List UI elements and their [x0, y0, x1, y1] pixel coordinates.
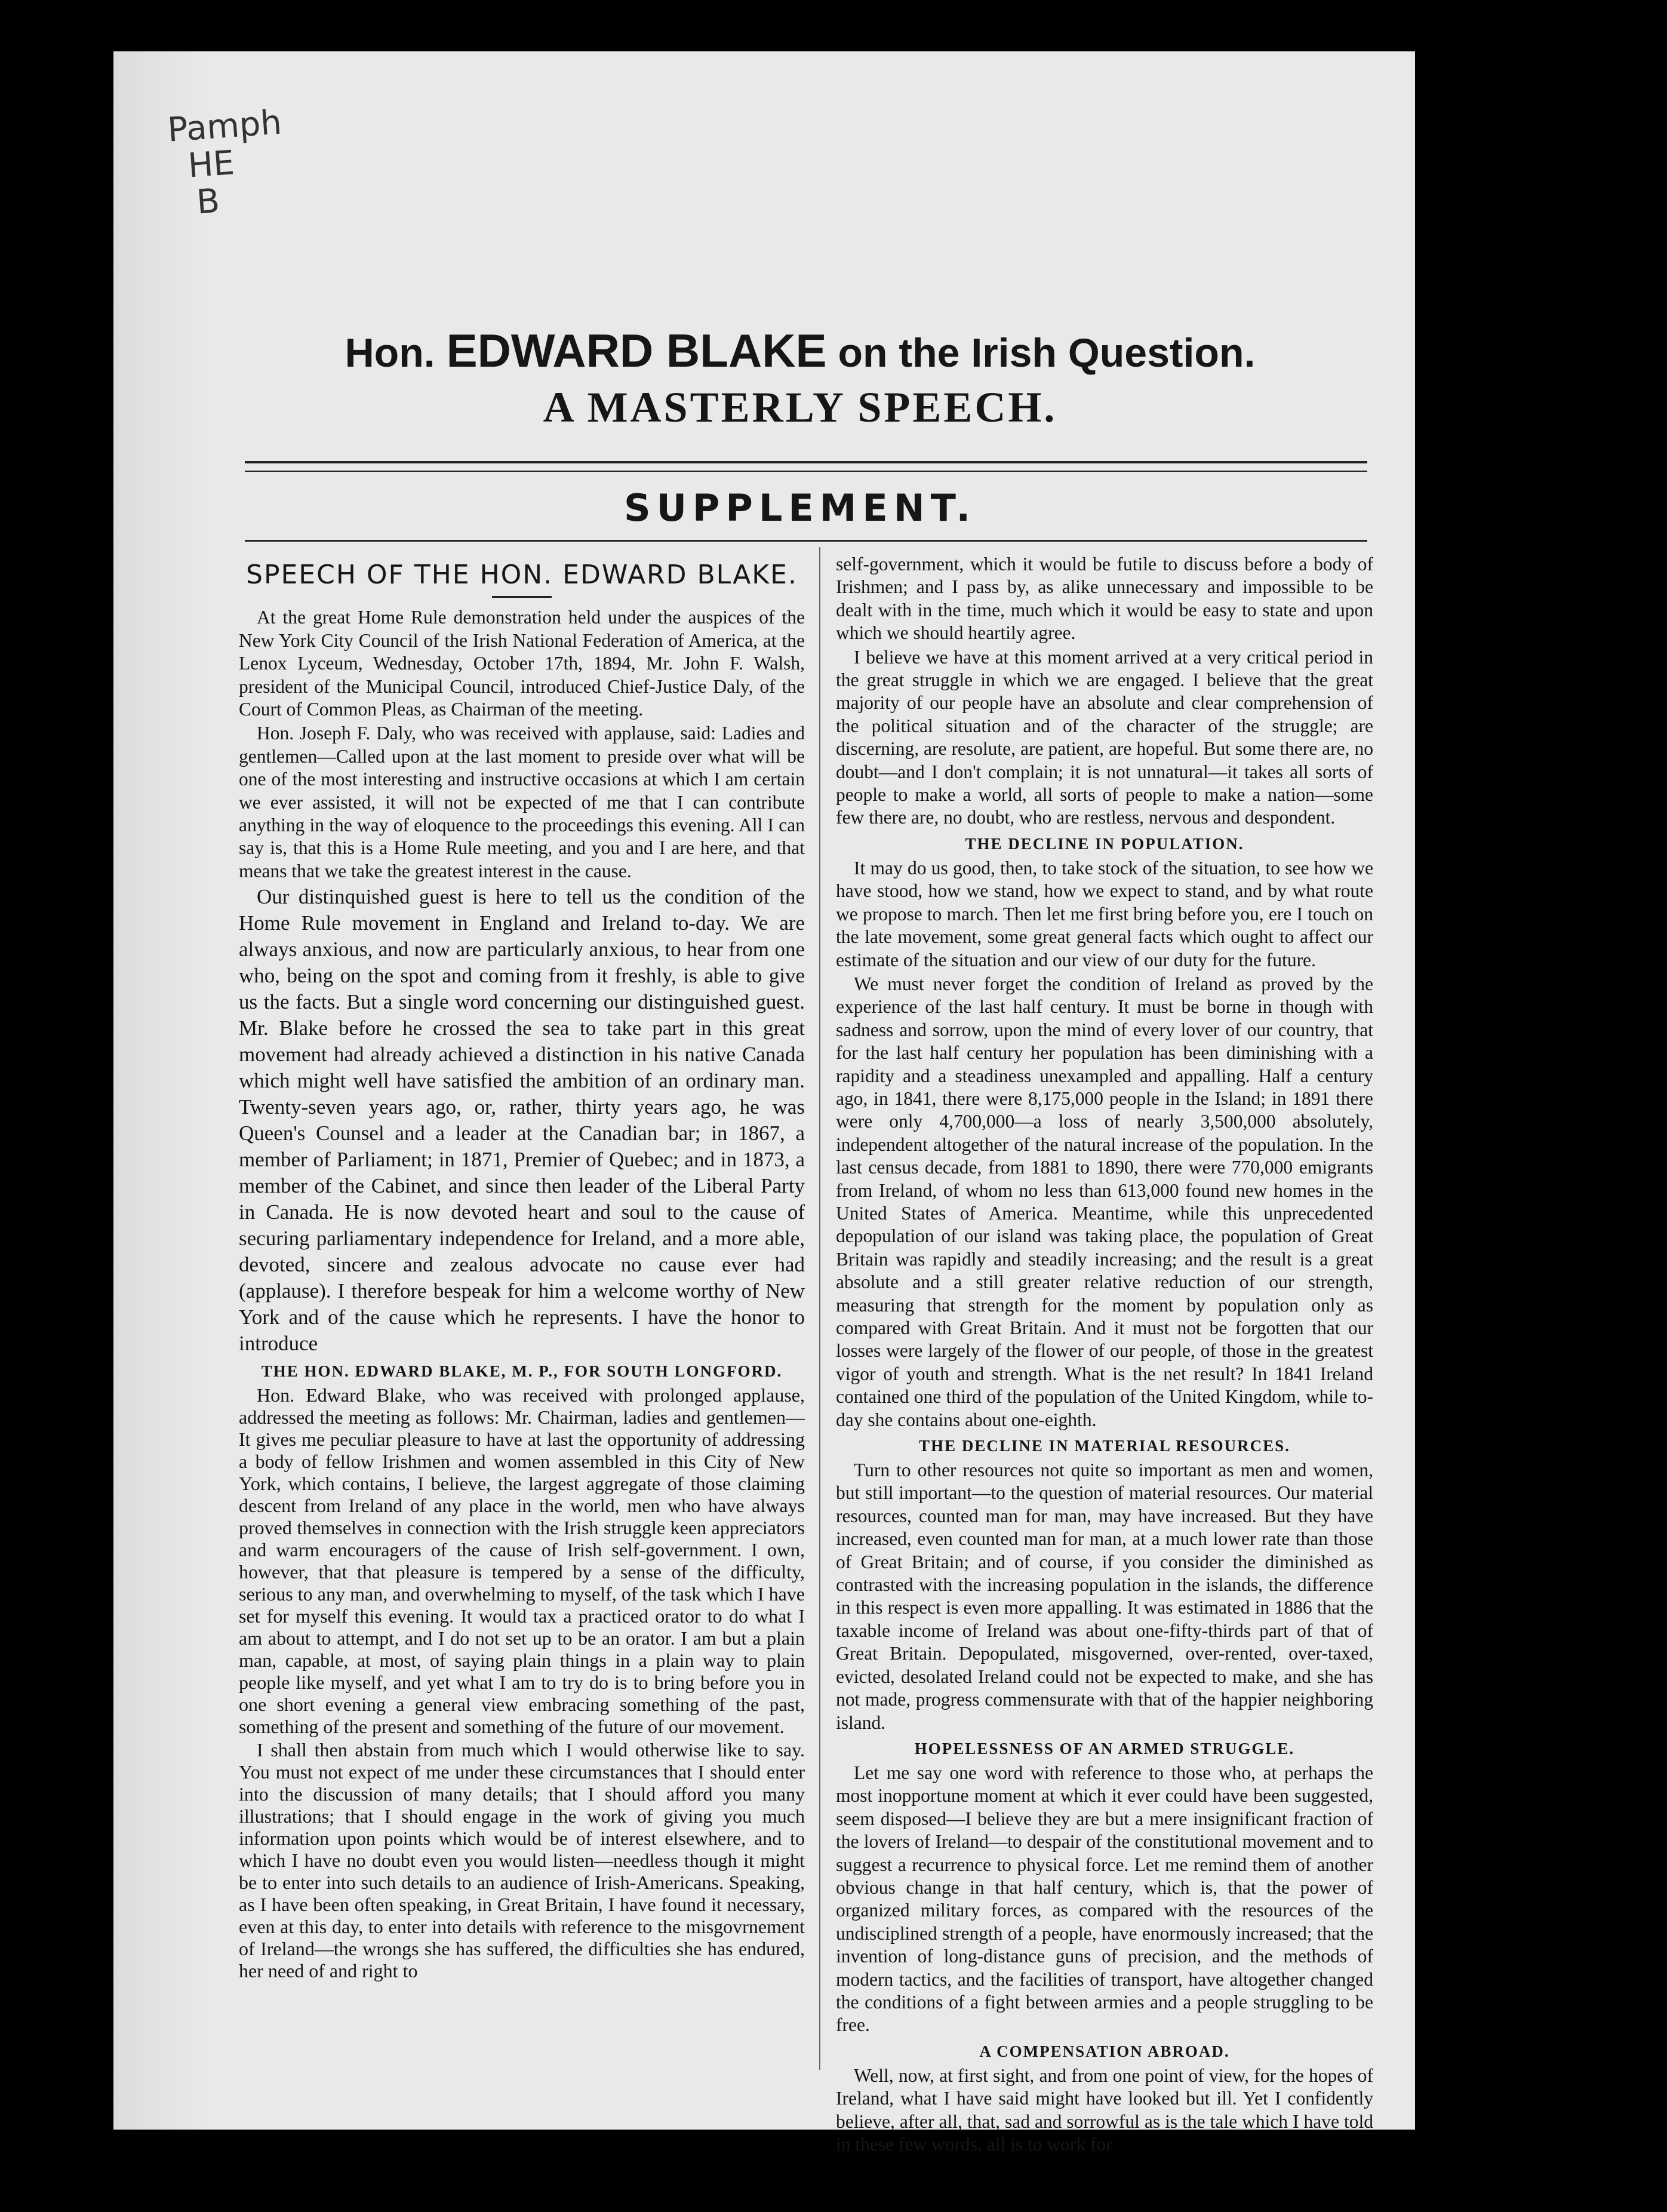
call-number-line: Pamph: [166, 103, 283, 150]
body-paragraph: I believe we have at this moment arrived at a very critical period in the great struggle in which we are engaged. I believe that the great majority of our people have an absolute and clear comprehension of the political situation and of the character of the struggle; are discerning, are resolute, are patient, are hopeful. But some there are, no doubt—and I don't complain; it is not unnatural—it takes all sorts of people to make a world, all sorts of people to make a nation—some few there are, no doubt, who are restless, nervous and despondent.: [836, 646, 1373, 828]
body-paragraph: self-government, which it would be futile to discuss before a body of Irishmen; and I pass by, as alike unnecessary and impossible to be dealt with in the time, much which it would be easy to state and upon which we should heartily agree.: [836, 554, 1373, 644]
section-heading: THE DECLINE IN POPULATION.: [965, 834, 1244, 853]
body-paragraph: Well, now, at first sight, and from one point of view, for the hopes of Ireland, what I have said might have looked but ill. Yet I confidently believe, after all, that, sad and sorrowful as is the tale which I have told in these few words, all is to work for: [836, 2064, 1373, 2155]
masthead: [239, 326, 1361, 432]
intro-paragraph: At the great Home Rule demonstration held under the auspices of the New York City Council of the Irish National Federation of America, at the Lenox Lyceum, Wednesday, October 17th, 1894, Mr. John F. Walsh, president of the Municipal Council, introduced Chief-Justice Daly, of the Court of Common Pleas, as Chairman of the meeting.: [239, 607, 805, 720]
blake-paragraph: I shall then abstain from much which I would otherwise like to say. You must not expect of me under these circumstances that I should enter into the discussion of many details; that I should afford you many illustrations; that I should engage in the work of giving you much information upon points which would be of interest elsewhere, and to which I have no doubt even you would listen—needless though it might be to enter into such details to an audience of Irish-Americans. Speaking, as I have been often speaking, in Great Britain, I have found it necessary, even at this day, to enter into details with reference to the misgovrnement of Ireland—the wrongs she has suffered, the difficulties she has endured, her need of and right to: [239, 1739, 805, 1982]
page-subtitle: A MASTERLY SPEECH.: [543, 383, 1057, 431]
title-prefix: Hon.: [345, 330, 435, 376]
left-column: [239, 553, 805, 1983]
section-heading: THE HON. EDWARD BLAKE, M. P., FOR SOUTH LONGFORD.: [261, 1362, 783, 1381]
section-heading: A COMPENSATION ABROAD.: [979, 2042, 1230, 2060]
section-heading: THE DECLINE IN MATERIAL RESOURCES.: [919, 1437, 1290, 1455]
body-paragraph: We must never forget the condition of Ireland as proved by the experience of the last half century. It must be borne in though with sadness and sorrow, upon the mind of every lover of our country, that for the last half century her population has been diminishing with a rapidity and a steadiness unexampled and appalling. Half a century ago, in 1841, there were 8,175,000 people in the Island; in 1891 there were only 4,700,000—a loss of nearly 3,500,000 absolutely, independent altogether of the natural increase of the population. In the last census decade, from 1881 to 1890, there were 770,000 emigrants from Ireland, of whom no less than 613,000 found new homes in the United States of America. Meantime, while this unprecedented depopulation of our island was taking place, the population of Great Britain was rapidly and steadily increasing; and the result is a great absolute and a still greater relative reduction of our strength, measuring that strength for the moment by population only as compared with Great Britain. And it must not be forgotten that our losses were largely of the flower of our people, of those in the greatest vigor of youth and strength. What is the net result? In 1841 Ireland contained one third of the population of the United Kingdom, while to-day she contains about one-eighth.: [836, 973, 1373, 1430]
title-name: EDWARD BLAKE: [446, 324, 827, 377]
masthead-double-rule: [245, 461, 1367, 472]
daly-paragraph: Our distinquished guest is here to tell us the condition of the Home Rule movement in England and Ireland to-day. We are always anxious, and now are particularly anxious, to hear from one who, being on the spot and coming from it freshly, is able to give us the facts. But a single word concerning our distinguished guest. Mr. Blake before he crossed the sea to take part in this great movement had already achieved a distinction in his native Canada which might well have satisfied the ambition of an ordinary man. Twenty-seven years ago, or, rather, thirty years ago, he was Queen's Counsel and a leader at the Canadian bar; in 1867, a member of Parliament; in 1871, Premier of Quebec; and in 1873, a member of the Cabinet, and since then leader of the Liberal Party in Canada. He is now devoted heart and soul to the cause of securing parliamentary independence for Ireland, and a more able, devoted, sincere and zealous advocate no cause ever had (applause). I therefore bespeak for him a welcome worthy of New York and of the cause which he represents. I have the honor to introduce: [239, 885, 805, 1356]
title-suffix: on the Irish Question.: [838, 330, 1256, 376]
body-paragraph: Let me say one word with reference to those who, at perhaps the most inopportune moment at which it ever could have been suggested, seem disposed—I believe they are but a mere insignificant fraction of the lovers of Ireland—to despair of the constitutional movement and to suggest a recurrence to physical force. Let me remind them of another obvious change in that half century, which is, that the power of organized military forces, as compared with the resources of the undisciplined strength of a people, have enormously increased; that the invention of long-distance guns of precision, and the methods of modern tactics, and the facilities of transport, have altogether changed the conditions of a fight between armies and a people struggling to be free.: [836, 1762, 1373, 2036]
handwritten-call-number: [167, 105, 288, 223]
right-column: [836, 553, 1373, 2157]
supplement-banner: SUPPLEMENT.: [623, 486, 977, 530]
page-shading: [113, 51, 203, 2130]
daly-paragraph: Hon. Joseph F. Daly, who was received with applause, said: Ladies and gentlemen—Called upon at the last moment to preside over what will be one of the most interesting and instructive occasions at which I am certain we ever assisted, it will not be expected of me that I can contribute anything in the way of eloquence to the proceedings this evening. All I can say is, that this is a Home Rule meeting, and you and I are here, and that means that we take the greatest interest in the cause.: [239, 723, 805, 881]
column-divider: [819, 547, 820, 2070]
document-page: [113, 51, 1415, 2155]
body-paragraph: Turn to other resources not quite so important as men and women, but still important—to the question of material resources. Our material resources, counted man for man, may have increased. But they have increased, even counted man for man, at a much lower rate than those of Great Britain; and of course, if you consider the diminished as contrasted with the increasing population in the islands, the difference in this respect is even more appalling. It was estimated in 1886 that the taxable income of Ireland was about one-fifty-thirds part of that of Great Britain. Depopulated, misgoverned, over-rented, over-taxed, evicted, desolated Ireland could not be expected to make, and she has not made, progress commensurate with that of the happier neighboring island.: [836, 1460, 1373, 1733]
page-title: [239, 326, 1361, 377]
section-heading: HOPELESSNESS OF AN ARMED STRUGGLE.: [914, 1739, 1295, 1758]
masthead-rule: [245, 540, 1367, 542]
body-paragraph: It may do us good, then, to take stock of the situation, to see how we have stood, how we stand, how we expect to stand, and by what route we propose to march. Then let me first bring before you, ere I touch on the late movement, some great general facts which ought to affect our estimate of the situation and our view of our duty for the future.: [836, 857, 1373, 970]
call-number-line: B: [195, 182, 222, 222]
call-number-line: HE: [186, 143, 236, 186]
heading-rule: [492, 596, 552, 598]
speech-heading: SPEECH OF THE HON. EDWARD BLAKE.: [246, 560, 798, 590]
blake-paragraph: Hon. Edward Blake, who was received with prolonged applause, addressed the meeting as follows: Mr. Chairman, ladies and gentlemen—It gives me peculiar pleasure to have at last the opportunity of addressing a body of fellow Irishmen and women assembled in this City of New York, which contains, I believe, the largest aggregate of those claiming descent from Ireland of any place in the world, men who have always proved themselves in connection with the Irish struggle keen appreciators and warm encouragers of the cause of Irish self-government. I own, however, that that pleasure is tempered by a sense of the difficulty, serious to any man, and overwhelming to myself, of the task which I have set for myself this evening. It would tax a practiced orator to do what I am about to attempt, and I do not set up to be an orator. I am but a plain man, capable, at most, of saying plain things in a plain way to plain people like myself, and yet what I am to try do is to bring before you in one short evening a general view embracing something of the past, something of the present and something of the future of our movement.: [239, 1384, 805, 1738]
